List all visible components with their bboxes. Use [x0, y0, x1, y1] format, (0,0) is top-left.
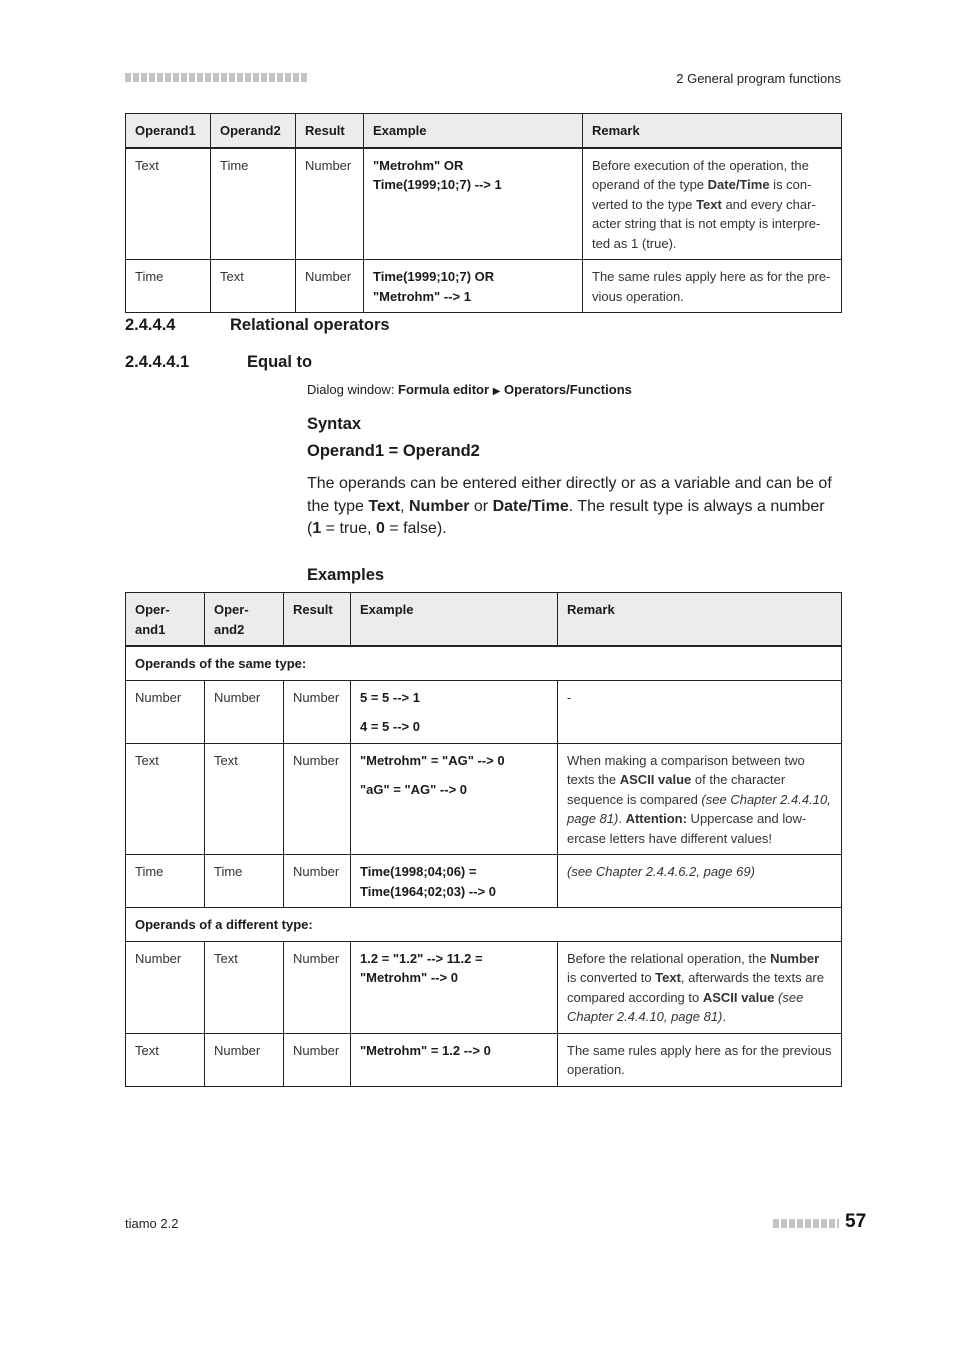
chapter-title: 2 General program functions	[676, 71, 841, 86]
description-paragraph: The operands can be entered either directly or as a variable and can be of the type Text, Number or Date/Time. The result type is always a number (1 = true, 0 = false).	[307, 475, 832, 538]
example-line: 4 = 5 --> 0	[360, 719, 420, 734]
col-remark: Remark	[558, 593, 842, 647]
col-result: Result	[296, 114, 364, 148]
cell-operand2: Text	[211, 260, 296, 313]
col-remark: Remark	[583, 114, 842, 148]
table-header-row	[126, 593, 842, 647]
cell-operand1: Number	[126, 680, 205, 743]
cell-operand1: Text	[126, 148, 211, 260]
syntax-heading: Syntax	[307, 415, 362, 433]
table-header-row	[126, 114, 842, 148]
footer-product: tiamo 2.2	[125, 1216, 179, 1231]
group-row-same-type	[126, 646, 842, 680]
cell-result: Number	[284, 743, 351, 855]
cell-remark: When making a comparison between two texts the ASCII value of the character sequence is compared (see Chapter 2.4.4.10, page 81). Attention: Uppercase and low-ercase letters have different values!	[558, 743, 842, 855]
cell-result: Number	[284, 855, 351, 908]
cell-remark: Before execution of the operation, the operand of the type Date/Time is con-verted to the type Text and every char-acter string that is not empty is interpre-ted as 1 (true).	[583, 148, 842, 260]
cell-remark: Before the relational operation, the Number is converted to Text, afterwards the texts are compared according to ASCII value (see Chapter 2.4.4.10, page 81).	[558, 941, 842, 1033]
cell-operand1: Text	[126, 1033, 205, 1086]
example-line: Time(1999;10;7) OR	[373, 269, 495, 284]
cell-result: Number	[284, 680, 351, 743]
cell-operand2: Number	[205, 1033, 284, 1086]
group-row-different-type	[126, 908, 842, 942]
table-row	[126, 680, 842, 743]
group-label: Operands of the same type:	[126, 646, 842, 680]
table-row	[126, 260, 842, 313]
examples-heading: Examples	[307, 566, 385, 584]
header-decoration	[125, 73, 307, 82]
cell-example	[351, 680, 558, 743]
cell-example	[351, 743, 558, 855]
cell-operand1: Time	[126, 260, 211, 313]
table-row	[126, 1033, 842, 1086]
cell-remark: (see Chapter 2.4.4.6.2, page 69)	[558, 855, 842, 908]
cell-operand2: Time	[211, 148, 296, 260]
cell-example: 1.2 = "1.2" --> 11.2 = "Metrohm" --> 0	[351, 941, 558, 1033]
cell-operand2: Number	[205, 680, 284, 743]
example-line: "Metrohm" --> 1	[373, 288, 471, 304]
col-operand1: Oper-and1	[126, 593, 205, 647]
example-line: "aG" = "AG" --> 0	[360, 782, 468, 797]
example-line: "Metrohm" OR	[373, 157, 464, 173]
cell-result: Number	[296, 148, 364, 260]
page-number: 57	[845, 1211, 867, 1232]
arrow-right-icon: ▶	[492, 386, 501, 397]
subsection-heading: 2.4.4.4.1 Equal to	[125, 353, 313, 371]
cell-remark: The same rules apply here as for the previous operation.	[558, 1033, 842, 1086]
cell-operand1: Text	[126, 743, 205, 855]
cell-example: "Metrohm" = 1.2 --> 0	[351, 1033, 558, 1086]
col-operand2: Operand2	[211, 114, 296, 148]
cell-operand2: Text	[205, 743, 284, 855]
col-example: Example	[364, 114, 583, 148]
footer-decoration	[773, 1219, 839, 1228]
table-row	[126, 941, 842, 1033]
cell-operand2: Time	[205, 855, 284, 908]
equal-to-examples-table	[125, 592, 842, 1087]
cell-example	[364, 148, 583, 260]
cell-operand1: Time	[126, 855, 205, 908]
table-row	[126, 743, 842, 855]
syntax-formula: Operand1 = Operand2	[307, 442, 480, 460]
cell-remark: -	[558, 680, 842, 743]
cell-example: Time(1998;04;06) = Time(1964;02;03) --> 0	[351, 855, 558, 908]
group-label: Operands of a different type:	[126, 908, 842, 942]
dialog-window-path: Dialog window: Formula editor ▶ Operators/Functions	[307, 382, 632, 397]
cell-result: Number	[296, 260, 364, 313]
example-line: Time(1999;10;7) --> 1	[373, 177, 502, 192]
section-heading: 2.4.4.4 Relational operators	[125, 316, 390, 334]
cell-operand1: Number	[126, 941, 205, 1033]
cell-operand2: Text	[205, 941, 284, 1033]
example-line: "Metrohm" = "AG" --> 0	[360, 752, 505, 768]
cell-result: Number	[284, 941, 351, 1033]
operators-table-continued	[125, 113, 842, 313]
cell-example	[364, 260, 583, 313]
col-operand2: Oper-and2	[205, 593, 284, 647]
col-result: Result	[284, 593, 351, 647]
col-example: Example	[351, 593, 558, 647]
cell-result: Number	[284, 1033, 351, 1086]
table-row	[126, 148, 842, 260]
col-operand1: Operand1	[126, 114, 211, 148]
table-row	[126, 855, 842, 908]
cell-remark: The same rules apply here as for the pre-vious operation.	[583, 260, 842, 313]
example-line: 5 = 5 --> 1	[360, 689, 420, 705]
